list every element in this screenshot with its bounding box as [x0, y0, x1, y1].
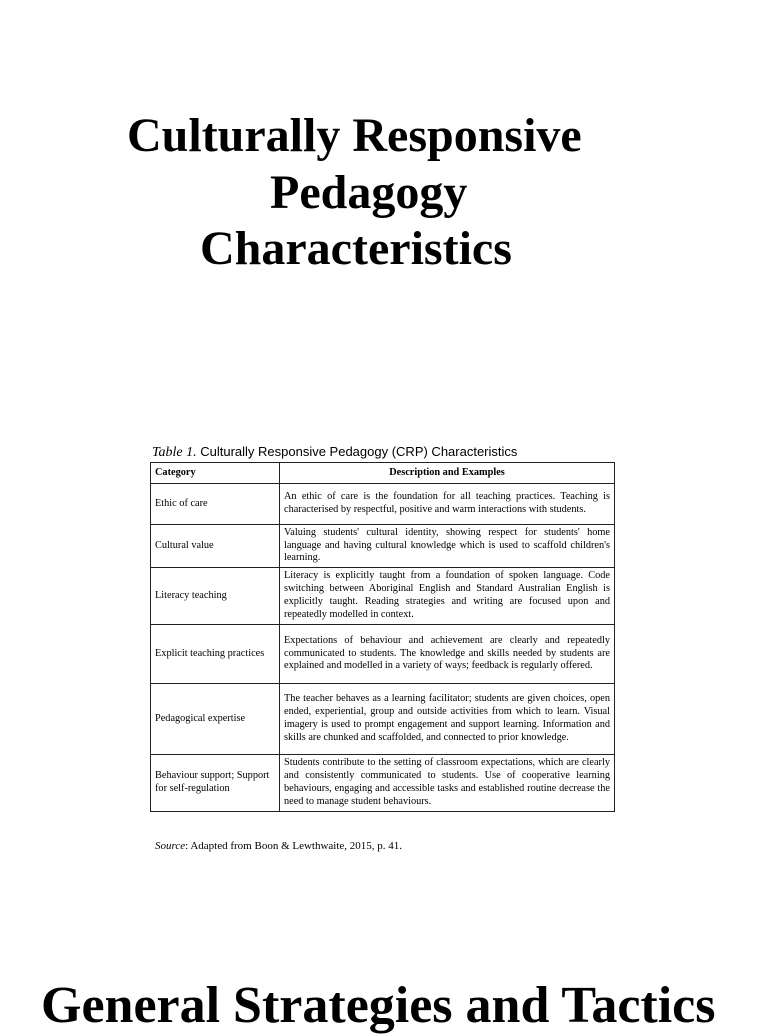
category-cell: Cultural value [151, 525, 280, 568]
crp-table [150, 462, 615, 812]
title-line-2: Pedagogy [270, 165, 468, 219]
category-cell: Ethic of care [151, 484, 280, 525]
description-cell: Expectations of behaviour and achievement are clearly and repeatedly communicated to students. The knowledge and skills needed by students are explained and modelled in a variety of ways; feedback is regularly offered. [280, 625, 615, 684]
description-cell: Literacy is explicitly taught from a foundation of spoken language. Code switching between Aboriginal English and Standard Australian English is explicitly taught. Reading strategies and writing are focused upon and repeatedly modelled in context. [280, 568, 615, 625]
table-row [151, 525, 615, 568]
description-cell: Students contribute to the setting of classroom expectations, which are clearly and consistently communicated to students. Use of cooperative learning behaviours, engaging and accessible tasks and established routine decrease the need to manage student behaviours. [280, 755, 615, 812]
description-cell: Valuing students' cultural identity, showing respect for students' home language and having cultural knowledge which is used to scaffold children's learning. [280, 525, 615, 568]
description-cell: The teacher behaves as a learning facilitator; students are given choices, open ended, experiential, group and outside activities from which to learn. Visual imagery is used to prompt engagement and support learning. Information and skills are chunked and scaffolded, and connected to prior knowledge. [280, 684, 615, 755]
table-source-note [155, 840, 402, 852]
category-cell: Pedagogical expertise [151, 684, 280, 755]
header-category: Category [151, 463, 280, 484]
table-row [151, 625, 615, 684]
table-row [151, 484, 615, 525]
table-row [151, 755, 615, 812]
title-line-1: Culturally Responsive [127, 109, 582, 162]
category-cell: Literacy teaching [151, 568, 280, 625]
title-line-3: Characteristics [200, 222, 512, 276]
description-cell: An ethic of care is the foundation for all teaching practices. Teaching is characterised by respectful, positive and warm interactions with students. [280, 484, 615, 525]
page-title [0, 108, 768, 278]
source-label: Source [155, 840, 186, 852]
table-caption-number: Table 1. [152, 445, 197, 460]
table-caption-text: Culturally Responsive Pedagogy (CRP) Characteristics [196, 444, 518, 459]
category-cell: Behaviour support; Support for self-regulation [151, 755, 280, 812]
table-row [151, 568, 615, 625]
table-header-row [151, 463, 615, 484]
next-slide-heading: General Strategies and Tactics [41, 977, 716, 1034]
category-cell: Explicit teaching practices [151, 625, 280, 684]
source-text: : Adapted from Boon & Lewthwaite, 2015, p. 41. [185, 840, 403, 852]
table-caption [152, 444, 517, 461]
header-description: Description and Examples [280, 463, 615, 484]
table-row [151, 684, 615, 755]
